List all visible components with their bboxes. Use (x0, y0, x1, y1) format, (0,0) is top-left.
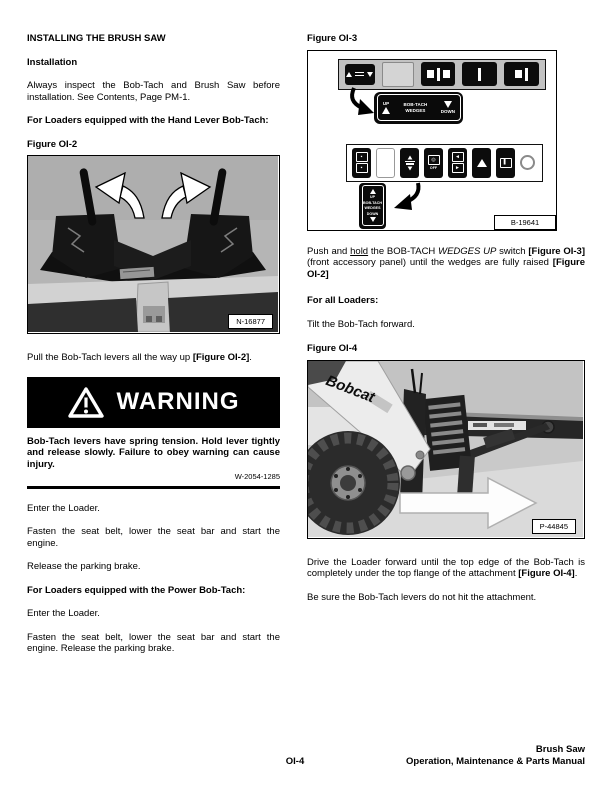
blank-switch-slot-icon (382, 62, 414, 87)
warning-triangle-icon (68, 387, 104, 418)
installation-heading: Installation (27, 56, 78, 68)
figure-oi3-photo-id: B-19641 (494, 215, 556, 230)
figure-oi2-photo-id: N-16877 (228, 314, 273, 329)
paragraph-be-sure: Be sure the Bob-Tach levers do not hit the attachment. (307, 591, 537, 603)
paragraph-fasten-2: Fasten the seat belt, lower the seat bar and start the engine. Release the parking brake. (27, 631, 280, 654)
down-arrow-icon (370, 217, 376, 222)
figure-oi4 (307, 360, 585, 539)
accessory-panel-illustration (308, 51, 555, 229)
heading-all-loaders: For all Loaders: (307, 295, 379, 306)
figure-oi2-caption: Figure OI-2 (27, 138, 78, 150)
switch-panel-row-1 (338, 59, 546, 90)
down-arrow-icon (444, 101, 452, 108)
switch-icon-2 (462, 62, 497, 86)
up-arrow-icon (382, 107, 390, 114)
figure-oi3-reference: [Figure OI-3] (528, 245, 585, 257)
switch-icon-1 (421, 62, 456, 86)
figure-oi4-reference: [Figure OI-4] (518, 568, 575, 579)
footer-page-number: OI-4 (285, 756, 305, 767)
paragraph-inspect: Always inspect the Bob-Tach and Brush Saw before installation. See Contents, Page PM-1. (27, 80, 280, 103)
figure-oi4-caption: Figure OI-4 (307, 343, 358, 354)
footer-manual-title (406, 744, 585, 768)
warning-title: WARNING (116, 388, 240, 416)
paragraph-drive-forward: Drive the Loader forward until the top edge of the Bob-Tach is completely under the top flange of the attachment [Figure OI-4]. (307, 556, 585, 579)
paragraph-fasten-1: Fasten the seat belt, lower the seat bar and start the engine. (27, 526, 280, 549)
bobtach-wedges-rocker-horizontal (374, 92, 463, 124)
figure-oi2-reference-2: [Figure OI-2] (307, 257, 585, 280)
bobtach-wedges-switch-small-icon (345, 64, 375, 85)
rocker-v-bobtach-label: BOB-TACH (363, 200, 382, 205)
warning-code: W-2054-1285 (234, 472, 280, 481)
off-switch-icon: ◎ OFF (424, 148, 443, 178)
footer-manual-line2: Operation, Maintenance & Parts Manual (406, 756, 585, 767)
paragraph-tilt-forward: Tilt the Bob-Tach forward. (307, 318, 415, 330)
figure-oi4-photo-id: P-44845 (532, 519, 576, 534)
rocker-down-label: DOWN (440, 109, 455, 114)
figure-oi2 (27, 155, 280, 334)
paragraph-enter-loader-1: Enter the Loader. (27, 502, 100, 514)
bobtach-wedges-rocker-vertical (359, 183, 386, 229)
switch-panel-row-2 (346, 144, 543, 182)
up-arrow-icon (370, 189, 376, 194)
left-column (27, 33, 280, 667)
rocker-v-down-label: DOWN (366, 211, 379, 216)
rocker-up-label: UP (382, 101, 390, 106)
heading-power-bobtach: For Loaders equipped with the Power Bob-Tach: (27, 584, 246, 596)
lights-switch-icon: ▌ (496, 148, 515, 178)
blank-switch-slot-2-icon (376, 148, 395, 178)
warning-banner (27, 377, 280, 428)
paragraph-enter-loader-2: Enter the Loader. (27, 608, 100, 619)
warning-divider (27, 486, 280, 489)
hazard-switch-icon (472, 148, 491, 178)
rocker-v-up-label: UP (370, 195, 375, 200)
loader-approach-photo (308, 361, 583, 537)
bobcat-brand-text: Bobcat (323, 371, 378, 406)
callout-arrow-2-icon (388, 182, 424, 210)
arrows-switch-icon: ◄ ► (448, 148, 467, 178)
power-outlet-icon (520, 155, 535, 170)
right-column (307, 33, 585, 615)
switch-icon-3 (504, 62, 539, 86)
figure-oi3-caption: Figure OI-3 (307, 33, 358, 44)
bobtach-wedges-switch-icon (400, 148, 419, 178)
figure-oi2-reference: [Figure OI-2] (192, 352, 250, 363)
rocker-v-wedges-label: WEDGES (364, 206, 381, 211)
figure-oi3 (307, 50, 557, 231)
bobtach-levers-photo (28, 156, 278, 332)
footer-manual-line1: Brush Saw (535, 744, 585, 755)
rocker-bobtach-label: BOB-TACH (403, 102, 428, 107)
section-title: INSTALLING THE BRUSH SAW (27, 33, 166, 44)
aux-hydraulics-switch-icon: ▪ ▪ (352, 148, 371, 178)
paragraph-push-hold: Push and hold the BOB-TACH WEDGES UP switch [Figure OI-3] (front accessory panel) until the wedges are fully raised [Figure OI-2] (307, 245, 585, 280)
heading-hand-lever-bobtach: For Loaders equipped with the Hand Lever Bob-Tach: (27, 115, 269, 126)
paragraph-release-brake: Release the parking brake. (27, 561, 141, 572)
paragraph-pull-levers: Pull the Bob-Tach levers all the way up [Figure OI-2]. (27, 352, 252, 363)
warning-body-text: Bob-Tach levers have spring tension. Hold lever tightly and release slowly. Failure to obey warning can cause injury. (27, 435, 280, 470)
rocker-wedges-label: WEDGES (405, 108, 426, 113)
